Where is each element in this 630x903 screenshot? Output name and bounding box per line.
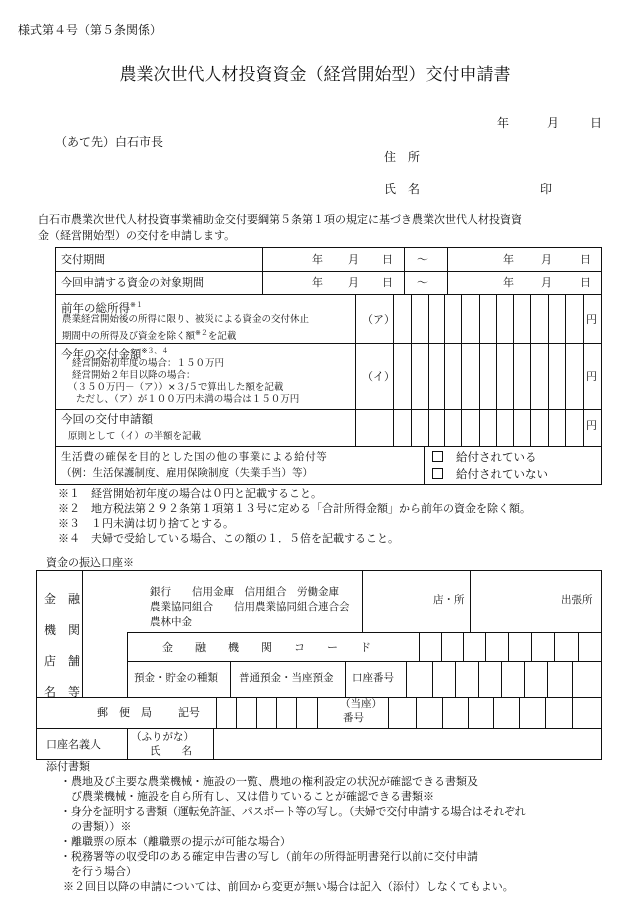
benefit-line-2: （例：生活保護制度、雇用保険制度（失業手当）等）	[61, 467, 313, 479]
checkbox-received[interactable]	[432, 451, 443, 462]
intro-line-1: 白石市農業次世代人材投資事業補助金交付要綱第５条第１項の規定に基づき農業次世代人材投資資	[38, 213, 522, 226]
period-label: 交付期間	[61, 253, 105, 266]
target-start-day: 日	[382, 276, 393, 289]
date-month: 月	[547, 116, 560, 130]
income-unit: 円	[586, 313, 597, 326]
period-end-month: 月	[541, 253, 552, 266]
benefit-option-not-received[interactable]: 給付されていない	[432, 467, 548, 481]
bank-types-line-3: 農林中金	[150, 616, 192, 628]
bank-section-title: 資金の振込口座※	[46, 556, 134, 569]
period-start-day: 日	[382, 253, 393, 266]
bank-types-line-2: 農業協同組合 信用農業協同組合連合会	[150, 601, 350, 613]
post-number-label: 番号	[343, 712, 364, 724]
deposit-type-value: 普通預金・当座預金	[239, 672, 334, 684]
footnote-1: ※１ 経営開始初年度の場合は０円と記載すること。	[58, 487, 322, 500]
attachment-line-3: ・身分を証明する書類（運転免許証、パスポート等の写し。（夫婦で交付申請する場合はそれぞれ	[60, 805, 526, 818]
income-title: 前年の総所得$^{※1}$	[61, 300, 143, 315]
sub-branch-label: 出張所	[561, 594, 593, 606]
target-end-month: 月	[541, 276, 552, 289]
benefit-option-received[interactable]: 給付されている	[432, 450, 537, 464]
period-end-day: 日	[580, 253, 591, 266]
period-start-month: 月	[348, 253, 359, 266]
bank-side-label-2: 機 関	[44, 623, 81, 637]
furigana-label: （ふりがな）	[131, 731, 194, 743]
request-note: 原則として（イ）の半額を記載	[68, 431, 202, 442]
form-number: 様式第４号（第５条関係）	[18, 23, 163, 37]
attachment-line-2: び農業機械・施設を自ら所有し、又は借りていることが確認できる書類※	[60, 790, 434, 803]
intro-line-2: 金（経営開始型）の交付を申請します。	[38, 229, 236, 242]
request-unit: 円	[586, 419, 597, 432]
bank-side-label-4: 名 等	[44, 685, 81, 699]
attachment-line-7: を行う場合）	[60, 865, 137, 878]
post-office-label: 郵 便 局	[97, 706, 152, 719]
target-start-year: 年	[312, 276, 323, 289]
bank-side-label-1: 金 融	[44, 592, 81, 606]
period-tilde: ～	[417, 253, 428, 266]
income-note-2: 期間中の所得及び資金を除く額$^{※2}$を記載	[62, 329, 237, 343]
amount-unit: 円	[586, 370, 597, 383]
amount-note-1: 経営開始初年度の場合：１５０万円	[72, 358, 225, 369]
attachments-title: 添付書類	[46, 760, 90, 773]
attachment-line-6: ・税務署等の収受印のある確定申告書の写し（前年の所得証明書発行以前に交付申請	[60, 850, 478, 863]
footnote-4: ※４ 夫婦で受給している場合、この額の１．５倍を記載すること。	[58, 532, 399, 545]
date-year: 年	[497, 116, 510, 130]
amount-mark: （イ）	[362, 370, 395, 383]
seal-mark: 印	[540, 182, 553, 196]
address-label: 住 所	[384, 150, 421, 164]
attachment-line-4: の書類））※	[60, 820, 132, 833]
account-holder-label: 口座名義人	[46, 738, 101, 751]
post-symbol-label: 記号	[178, 706, 200, 719]
target-period-label: 今回申請する資金の対象期間	[61, 276, 204, 289]
attachment-line-5: ・離職票の原本（離職票の提示が可能な場合）	[60, 835, 291, 848]
attachment-line-1: ・農地及び主要な農業機械・施設の一覧、農地の権利設定の状況が確認できる書類及	[60, 775, 478, 788]
benefit-line-1: 生活費の確保を目的とした国の他の事業による給付等	[61, 451, 328, 463]
bank-side-label-3: 店 舗	[44, 654, 81, 668]
income-note-1: 農業経営開始後の所得に限り、被災による資金の交付休止	[62, 314, 310, 325]
bank-types-line-1: 銀行 信用金庫 信用組合 労働金庫	[150, 586, 339, 598]
target-tilde: ～	[417, 276, 428, 289]
account-number-label: 口座番号	[352, 672, 394, 684]
footnote-2: ※２ 地方税法第２９２条第１項第１３号に定める「合計所得金額」から前年の資金を除く額。	[58, 502, 531, 515]
branch-label: 店・所	[433, 594, 465, 606]
name-label: 氏 名	[384, 182, 421, 196]
checkbox-not-received[interactable]	[432, 468, 443, 479]
holder-name-label: 氏 名	[150, 745, 192, 757]
touza-label: （当座）	[340, 698, 382, 710]
amount-note-2: 経営開始２年目以降の場合：	[72, 370, 196, 381]
target-start-month: 月	[348, 276, 359, 289]
period-end-year: 年	[503, 253, 514, 266]
bank-code-label: 金 融 機 関 コ ー ド	[162, 641, 371, 654]
amount-title: 今年の交付金額$^{※3、4}$	[61, 346, 169, 361]
deposit-type-label: 預金・貯金の種類	[134, 672, 218, 684]
income-mark: （ア）	[362, 313, 395, 326]
amount-note-3: （３５０万円－（ア））×３/５で算出した額を記載	[68, 382, 284, 393]
target-end-day: 日	[580, 276, 591, 289]
target-end-year: 年	[503, 276, 514, 289]
attachments-note: ※２回目以降の申請については、前回から変更が無い場合は記入（添付）しなくてもよい。	[63, 880, 514, 893]
period-start-year: 年	[312, 253, 323, 266]
page-title: 農業次世代人材投資資金（経営開始型）交付申請書	[119, 65, 511, 85]
footnote-3: ※３ １円未満は切り捨てとする。	[58, 517, 234, 530]
amount-note-4: ただし、（ア）が１００万円未満の場合は１５０万円	[76, 394, 300, 405]
date-day: 日	[590, 116, 603, 130]
addressee: （あて先）白石市長	[55, 135, 164, 149]
request-title: 今回の交付申請額	[61, 412, 153, 426]
